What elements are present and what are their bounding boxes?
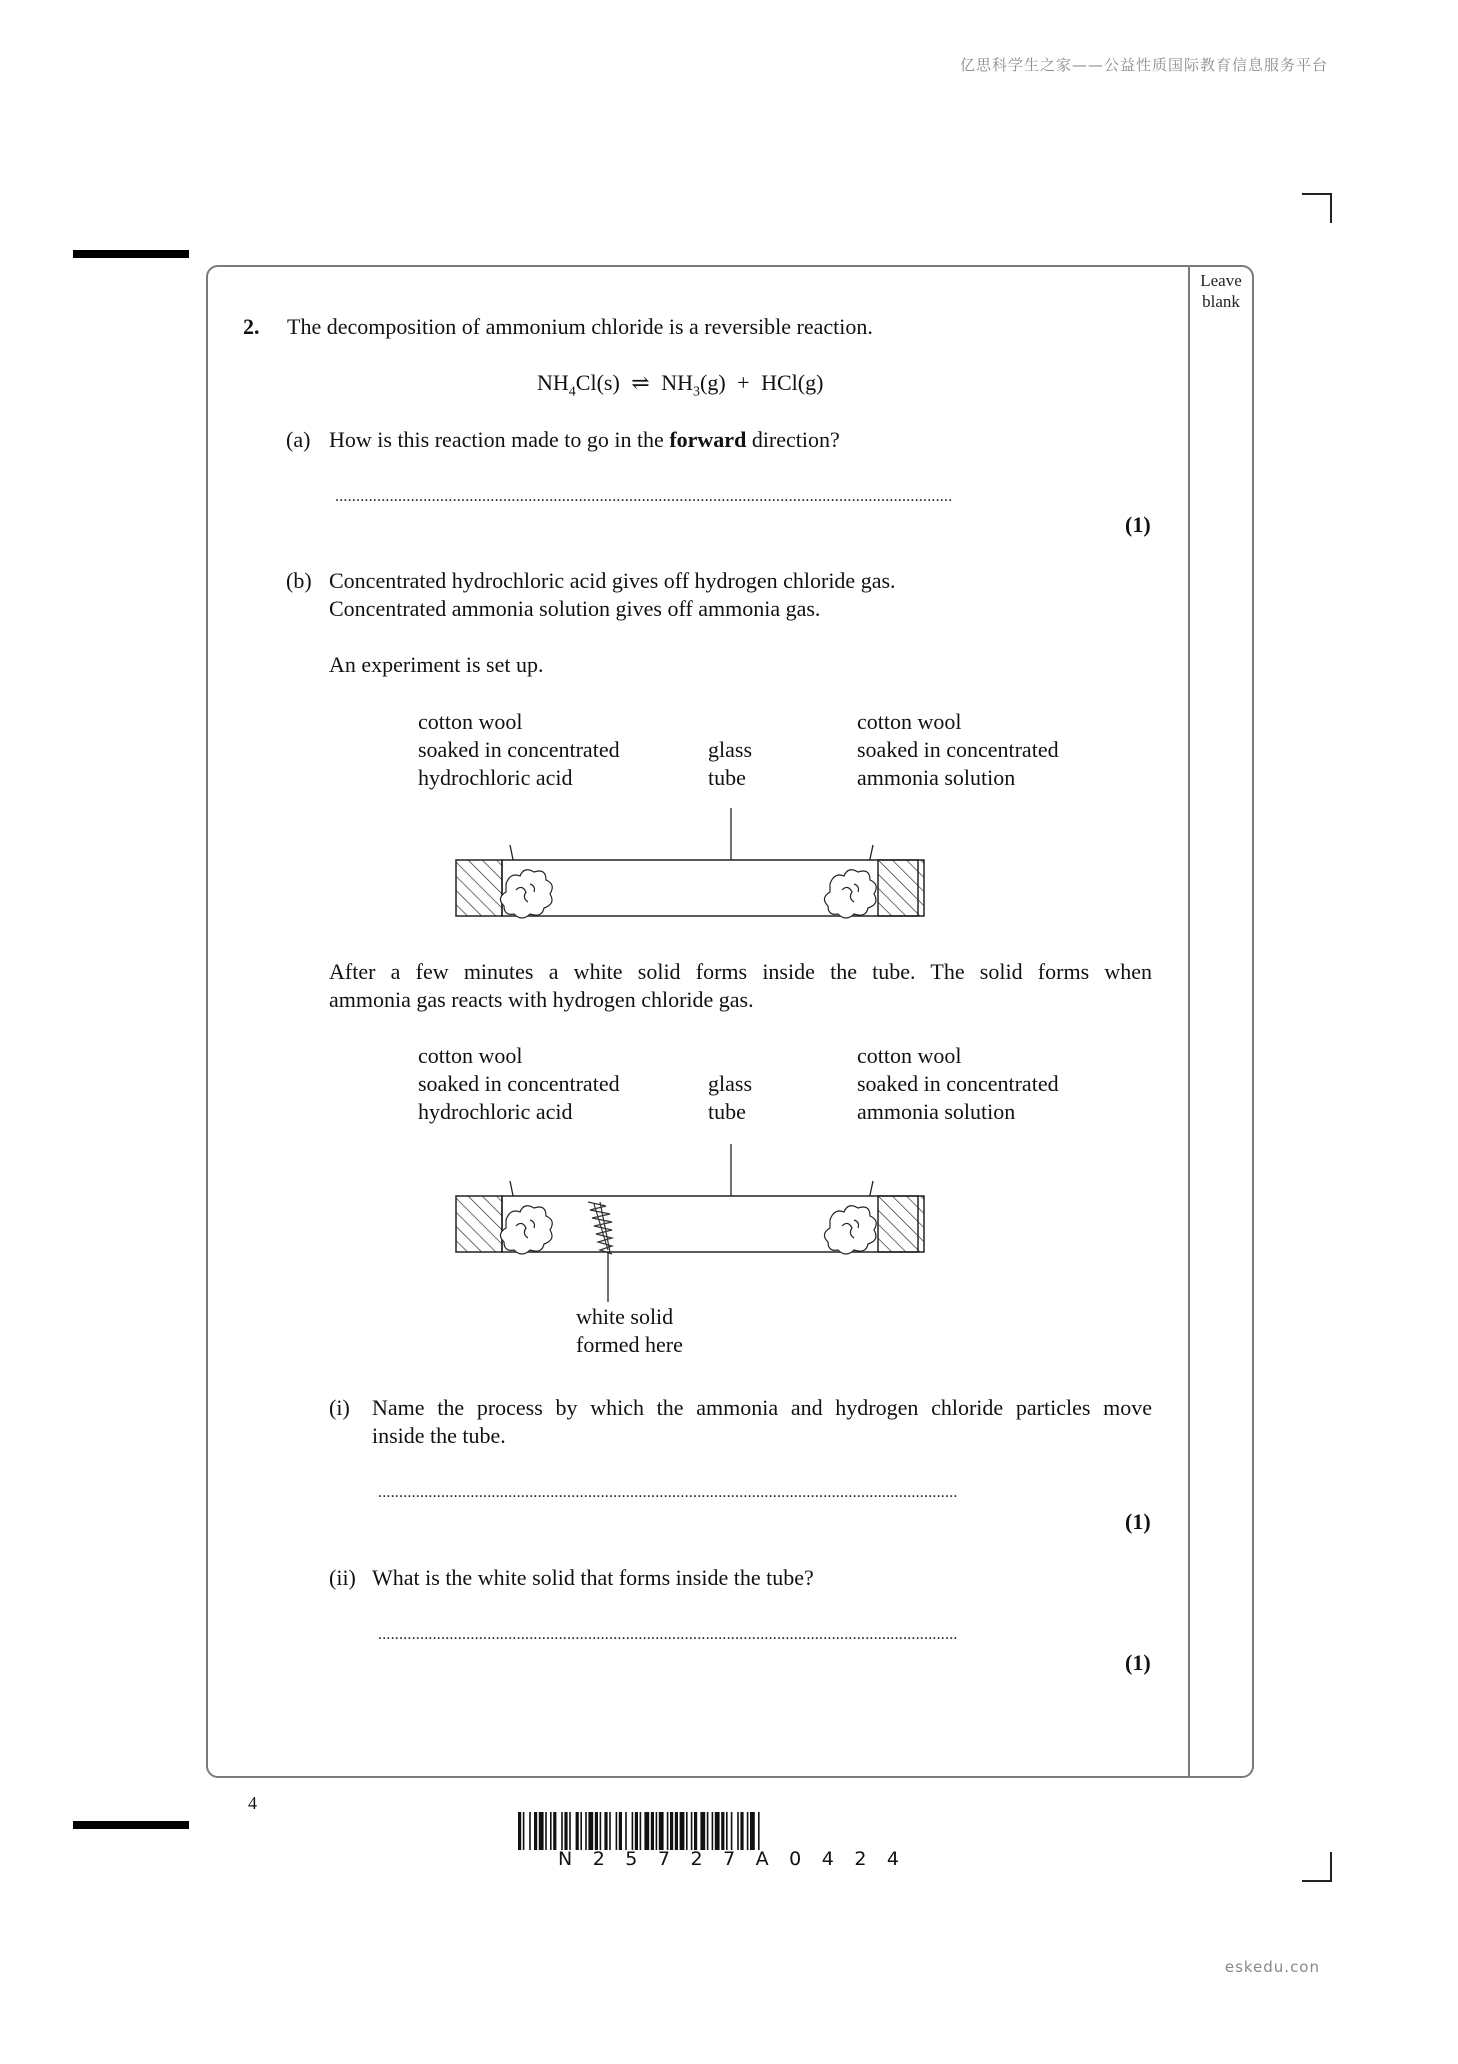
part-ii-label: (ii) (329, 1565, 356, 1590)
part-ii-question: What is the white solid that forms inside the tube? (372, 1565, 814, 1590)
barcode-bar (750, 1812, 755, 1850)
crop-mark-top-vertical (1330, 193, 1332, 223)
part-b-line1: Concentrated hydrochloric acid gives off hydrogen chloride gas. (329, 568, 896, 593)
crop-mark-bottom (1302, 1880, 1330, 1882)
experiment-setup-text: An experiment is set up. (329, 652, 544, 677)
question-number: 2. (243, 314, 260, 339)
barcode-bar (529, 1812, 531, 1850)
stopper-left (456, 860, 502, 916)
barcode-bar (604, 1812, 607, 1850)
part-b-label: (b) (286, 568, 312, 593)
barcode-bar (712, 1812, 714, 1850)
barcode-bar (691, 1812, 693, 1850)
stopper-left (456, 1196, 502, 1252)
barcode-bar (737, 1812, 739, 1850)
diagram1-label-left: cotton wool soaked in concentrated hydrochloric acid (418, 709, 620, 790)
barcode-bar (625, 1812, 627, 1850)
barcode-bar (619, 1812, 622, 1850)
barcode-bar (731, 1812, 733, 1850)
barcode-bar (644, 1812, 649, 1850)
stopper-right (878, 860, 924, 916)
barcode-bar (675, 1812, 678, 1850)
barcode-bar (545, 1812, 547, 1850)
header-watermark: 亿思科学生之家——公益性质国际教育信息服务平台 (959, 56, 1328, 74)
diagram1-label-right: cotton wool soaked in concentrated ammonia solution (857, 709, 1059, 790)
barcode-bar (523, 1812, 525, 1850)
barcode-bar (656, 1812, 658, 1850)
white-solid-label: white solid formed here (576, 1304, 683, 1357)
barcode-bar (715, 1812, 720, 1850)
barcode-bar (707, 1812, 709, 1850)
barcode-bar (580, 1812, 582, 1850)
barcode-bar (700, 1812, 705, 1850)
barcode-bar (518, 1812, 521, 1850)
barcode-bar (609, 1812, 611, 1850)
barcode-bar (721, 1812, 724, 1850)
footer-site: eskedu.con (1224, 1958, 1320, 1976)
barcode-number: N25727A0424 (558, 1848, 920, 1870)
margin-column-line (1188, 266, 1190, 1776)
equilibrium-arrow: ⇌ (631, 370, 650, 395)
barcode-bar (588, 1812, 593, 1850)
part-a-question: How is this reaction made to go in the forward direction? (329, 427, 840, 452)
part-i-line2: inside the tube. (372, 1423, 506, 1448)
barcode-bar (616, 1812, 618, 1850)
experiment-diagram-1 (450, 800, 940, 925)
barcode-bar (659, 1812, 664, 1850)
answer-line-ii[interactable]: .......................................................................................................................................... (378, 1626, 958, 1643)
stopper-right (878, 1196, 924, 1252)
barcode-bar (534, 1812, 537, 1850)
barcode-bar (740, 1812, 743, 1850)
barcode-bar (561, 1812, 563, 1850)
part-a-label: (a) (286, 427, 311, 452)
diagram2-label-left: cotton wool soaked in concentrated hydrochloric acid (418, 1043, 620, 1124)
barcode-bar (600, 1812, 602, 1850)
barcode-bar (686, 1812, 688, 1850)
diagram1-label-middle: glass tube (708, 737, 752, 790)
after-text-line2: ammonia gas reacts with hydrogen chloride gas. (329, 987, 754, 1012)
barcode-bar (550, 1812, 552, 1850)
mark-ii: (1) (1125, 1650, 1151, 1675)
side-bar-bottom (73, 1821, 189, 1829)
part-i-label: (i) (329, 1395, 350, 1420)
barcode (514, 1812, 954, 1850)
barcode-bar (694, 1812, 697, 1850)
barcode-bar (667, 1812, 669, 1850)
barcode-bar (726, 1812, 728, 1850)
crop-mark-bottom-vertical (1330, 1852, 1332, 1882)
diagram2-label-right: cotton wool soaked in concentrated ammonia solution (857, 1043, 1059, 1124)
answer-line-i[interactable]: .......................................................................................................................................... (378, 1484, 958, 1501)
barcode-bar (569, 1812, 571, 1850)
barcode-bar (747, 1812, 749, 1850)
barcode-bar (632, 1812, 634, 1850)
after-text-line1: After a few minutes a white solid forms inside the tube. The solid forms when (329, 959, 1152, 984)
page-number: 4 (248, 1793, 257, 1813)
barcode-bar (635, 1812, 638, 1850)
barcode-bar (564, 1812, 567, 1850)
barcode-bar (539, 1812, 544, 1850)
part-b-line2: Concentrated ammonia solution gives off ammonia gas. (329, 596, 821, 621)
barcode-bar (576, 1812, 579, 1850)
barcode-bar (553, 1812, 556, 1850)
barcode-bar (651, 1812, 654, 1850)
side-bar-top (73, 250, 189, 258)
mark-a: (1) (1125, 512, 1151, 537)
diagram2-label-middle: glass tube (708, 1071, 752, 1124)
answer-line-a[interactable]: ................................................................................................................................................... (335, 488, 953, 505)
barcode-bar (680, 1812, 685, 1850)
barcode-bar (595, 1812, 598, 1850)
equation: $NH_4Cl(s)$ ⇌ $NH_3(g) + HCl(g)$ (537, 370, 824, 400)
barcode-bar (640, 1812, 642, 1850)
barcode-bar (585, 1812, 587, 1850)
barcode-bar (670, 1812, 673, 1850)
leave-blank-label: Leave blank (1200, 271, 1242, 311)
crop-mark-top (1302, 193, 1330, 195)
mark-i: (1) (1125, 1509, 1151, 1534)
part-i-line1: Name the process by which the ammonia and hydrogen chloride particles move (372, 1395, 1152, 1420)
question-intro: The decomposition of ammonium chloride is a reversible reaction. (287, 314, 873, 339)
experiment-diagram-2 (450, 1136, 940, 1306)
barcode-bar (758, 1812, 760, 1850)
